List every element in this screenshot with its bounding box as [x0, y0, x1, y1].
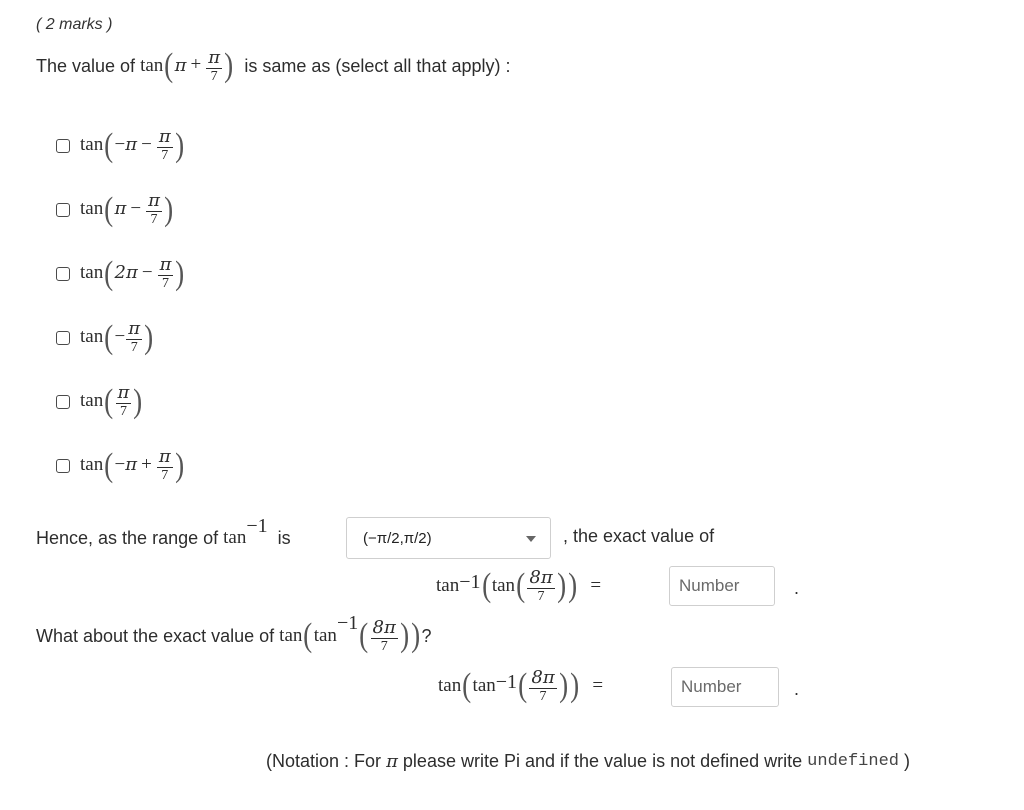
answer-2-period: .	[794, 679, 800, 699]
option-3-label: tan(2π − $\frac{\pi}{7}$ )	[80, 254, 185, 292]
option-4-checkbox[interactable]	[56, 331, 70, 345]
equation-arctan-tan: tan $^{-1}$ ( tan ( $\frac{8\pi}{7}$ ) ) =	[436, 566, 602, 604]
chevron-down-icon	[526, 536, 536, 542]
notation-code: undefined	[807, 751, 899, 771]
option-5-label: tan( $\frac{\pi}{7}$ )	[80, 382, 143, 420]
hence-suffix: , the exact value of	[563, 526, 715, 546]
option-2[interactable]	[56, 192, 174, 227]
notation-middle: please write Pi and if the value is not defined write	[402, 750, 803, 771]
what-about-sentence	[36, 614, 432, 658]
option-4-label: tan(− $\frac{\pi}{7}$ )	[80, 318, 154, 356]
option-6-label: tan(−π + $\frac{\pi}{7}$ )	[80, 446, 184, 484]
notation-pi: π	[386, 750, 398, 772]
option-1-checkbox[interactable]	[56, 139, 70, 153]
equation-tan-arctan: tan ( tan $^{-1}$ ( $\frac{8\pi}{7}$ ) ) =	[438, 666, 604, 704]
option-5[interactable]	[56, 384, 144, 419]
prompt-suffix: is same as (select all that apply) :	[244, 55, 511, 76]
answer-1-input[interactable]	[669, 566, 775, 606]
option-2-label: tan(π − $\frac{\pi}{7}$ )	[80, 190, 174, 228]
what-about-prefix: What about the exact value of	[36, 625, 275, 646]
answer-1-period: .	[794, 578, 800, 598]
arctan-symbol: $\tan^{-1}$	[223, 514, 268, 548]
option-1[interactable]	[56, 128, 185, 163]
answer-2-input[interactable]	[671, 667, 779, 707]
option-6-checkbox[interactable]	[56, 459, 70, 473]
option-5-checkbox[interactable]	[56, 395, 70, 409]
what-about-expression: $\tan(\tan^{-1}$( $\frac{8\pi}{7}$ ))	[279, 612, 421, 654]
range-select[interactable]	[346, 517, 551, 559]
question-prompt	[36, 44, 510, 88]
hence-sentence	[36, 514, 291, 552]
option-2-checkbox[interactable]	[56, 203, 70, 217]
option-6[interactable]	[56, 448, 185, 483]
range-select-value: (−π/2,π/2)	[363, 529, 432, 547]
what-about-qmark: ?	[421, 625, 432, 646]
notation-suffix: )	[904, 750, 911, 771]
hence-prefix: Hence, as the range of	[36, 527, 219, 548]
marks-label: ( 2 marks )	[36, 16, 113, 33]
option-3[interactable]	[56, 256, 186, 291]
option-4[interactable]	[56, 320, 154, 355]
hence-is: is	[277, 527, 291, 548]
prompt-prefix: The value of	[36, 55, 136, 76]
prompt-expression: tan(π + $\frac{\pi}{7}$ )	[140, 46, 234, 84]
option-1-label: tan(−π − $\frac{\pi}{7}$ )	[80, 126, 184, 164]
notation-note	[266, 748, 910, 774]
option-3-checkbox[interactable]	[56, 267, 70, 281]
notation-prefix: (Notation : For	[266, 750, 382, 771]
